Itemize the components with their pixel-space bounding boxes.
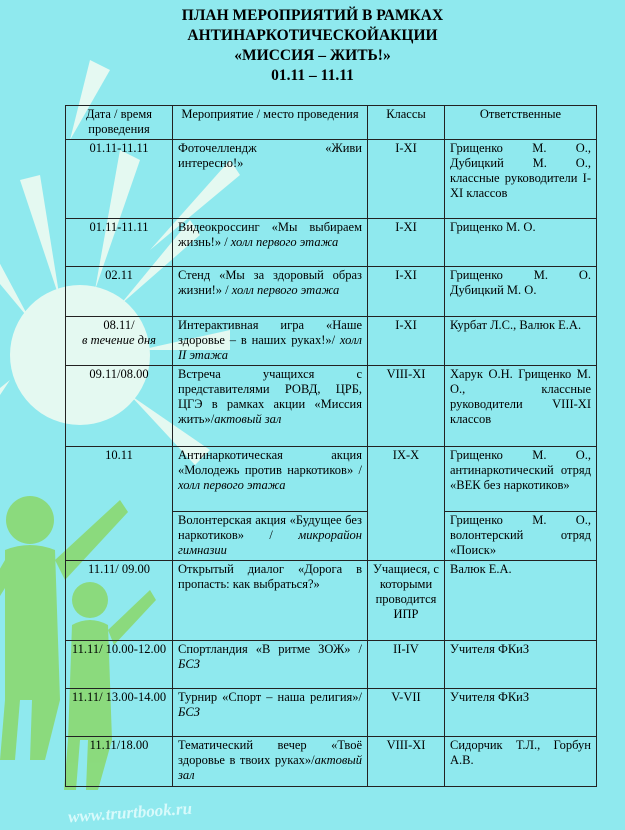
cell-event xyxy=(173,737,368,787)
title-line-3: «МИССИЯ – ЖИТЬ!» xyxy=(234,47,391,64)
cell-date: 11.11/ 10.00-12.00 xyxy=(66,641,173,689)
cell-classes: Учащиеся, с которыми проводится ИПР xyxy=(368,561,445,641)
event-place: БСЗ xyxy=(178,657,200,671)
event-place: холл II этажа xyxy=(178,333,362,362)
event-name: Спортландия «В ритме ЗОЖ» / xyxy=(178,642,362,656)
event-place: БСЗ xyxy=(178,705,200,719)
event-place: актовый зал xyxy=(178,753,362,782)
cell-event xyxy=(173,140,368,219)
date-note: в течение дня xyxy=(82,333,156,347)
event-name: Турнир «Спорт – наша религия»/ xyxy=(178,690,362,704)
event-name: Волонтерская акция «Будущее без наркотиков» / xyxy=(178,513,362,542)
cell-classes: VIII-XI xyxy=(368,737,445,787)
cell-event xyxy=(173,447,368,512)
cell-classes: I-XI xyxy=(368,317,445,366)
table-row xyxy=(66,317,597,366)
cell-event xyxy=(173,219,368,267)
cell-responsible: Грищенко М. О. xyxy=(445,219,597,267)
header-date: Дата / время проведения xyxy=(66,106,173,140)
title-line-1: ПЛАН МЕРОПРИЯТИЙ В РАМКАХ xyxy=(181,7,444,24)
cell-date: 09.11/08.00 xyxy=(66,366,173,447)
table-row xyxy=(66,366,597,447)
event-name: Стенд «Мы за здоровый образ жизни!» / xyxy=(178,268,362,297)
cell-date xyxy=(66,317,173,366)
cell-event xyxy=(173,366,368,447)
title-line-2: АНТИНАРКОТИЧЕСКОЙАКЦИИ xyxy=(187,27,438,44)
table-row xyxy=(66,219,597,267)
cell-responsible: Грищенко М. О., волонтерский отряд «Поиск» xyxy=(445,512,597,561)
header-event: Мероприятие / место проведения xyxy=(173,106,368,140)
cell-responsible: Грищенко М. О., Дубицкий М. О., классные руководители I-XI классов xyxy=(445,140,597,219)
table-row xyxy=(66,689,597,737)
cell-event xyxy=(173,317,368,366)
cell-date: 01.11-11.11 xyxy=(66,219,173,267)
cell-classes: V-VII xyxy=(368,689,445,737)
cell-classes: I-XI xyxy=(368,267,445,317)
cell-responsible: Учителя ФКиЗ xyxy=(445,641,597,689)
cell-event xyxy=(173,561,368,641)
cell-classes: IX-X xyxy=(368,447,445,561)
date-value: 08.11/ xyxy=(103,318,135,332)
watermark: www.trurtbook.ru xyxy=(67,798,193,827)
event-name: Тематический вечер «Твоё здоровье в твоих руках»/ xyxy=(178,738,362,767)
table-row xyxy=(66,561,597,641)
cell-classes: I-XI xyxy=(368,140,445,219)
cell-responsible: Грищенко М. О., антинаркотический отряд «ВЕК без наркотиков» xyxy=(445,447,597,512)
event-place: холл первого этажа xyxy=(230,235,339,249)
cell-date: 01.11-11.11 xyxy=(66,140,173,219)
table-row xyxy=(66,447,597,512)
table-row xyxy=(66,140,597,219)
header-responsible: Ответственные xyxy=(445,106,597,140)
cell-responsible: Курбат Л.С., Валюк Е.А. xyxy=(445,317,597,366)
event-name: Антинаркотическая акция «Молодежь против наркотиков» / xyxy=(178,448,362,477)
table-header-row xyxy=(66,106,597,140)
document-title xyxy=(0,6,625,86)
cell-date: 11.11/ 09.00 xyxy=(66,561,173,641)
cell-event xyxy=(173,267,368,317)
cell-date: 11.11/18.00 xyxy=(66,737,173,787)
title-dates: 01.11 – 11.11 xyxy=(271,67,354,84)
events-table xyxy=(65,105,597,787)
cell-classes: I-XI xyxy=(368,219,445,267)
event-place: холл первого этажа xyxy=(178,478,286,492)
event-name: Открытый диалог «Дорога в пропасть: как выбраться?» xyxy=(178,562,362,591)
event-place: холл первого этажа xyxy=(231,283,340,297)
cell-classes: II-IV xyxy=(368,641,445,689)
cell-date: 10.11 xyxy=(66,447,173,561)
event-name: Фоточеллендж «Живи интересно!» xyxy=(178,141,362,170)
event-name: Видеокроссинг «Мы выбираем жизнь!» / xyxy=(178,220,362,249)
cell-responsible: Харук О.Н. Грищенко М. О., классные руководители VIII-XI классов xyxy=(445,366,597,447)
table-row xyxy=(66,737,597,787)
cell-event xyxy=(173,641,368,689)
cell-responsible: Учителя ФКиЗ xyxy=(445,689,597,737)
table-row xyxy=(66,641,597,689)
event-name: Интерактивная игра «Наше здоровье – в наших руках!»/ xyxy=(178,318,362,347)
cell-event xyxy=(173,689,368,737)
cell-classes: VIII-XI xyxy=(368,366,445,447)
cell-responsible: Грищенко М. О. Дубицкий М. О. xyxy=(445,267,597,317)
cell-date: 11.11/ 13.00-14.00 xyxy=(66,689,173,737)
event-place: актовый зал xyxy=(214,412,282,426)
table-row xyxy=(66,267,597,317)
cell-event xyxy=(173,512,368,561)
cell-responsible: Валюк Е.А. xyxy=(445,561,597,641)
header-classes: Классы xyxy=(368,106,445,140)
event-name: Встреча учащихся с представителями РОВД, ЦРБ, ЦГЭ в рамках акции «Миссия жить»/ xyxy=(178,367,362,426)
cell-date: 02.11 xyxy=(66,267,173,317)
event-place: микрорайон гимназии xyxy=(178,528,362,557)
cell-responsible: Сидорчик Т.Л., Горбун А.В. xyxy=(445,737,597,787)
